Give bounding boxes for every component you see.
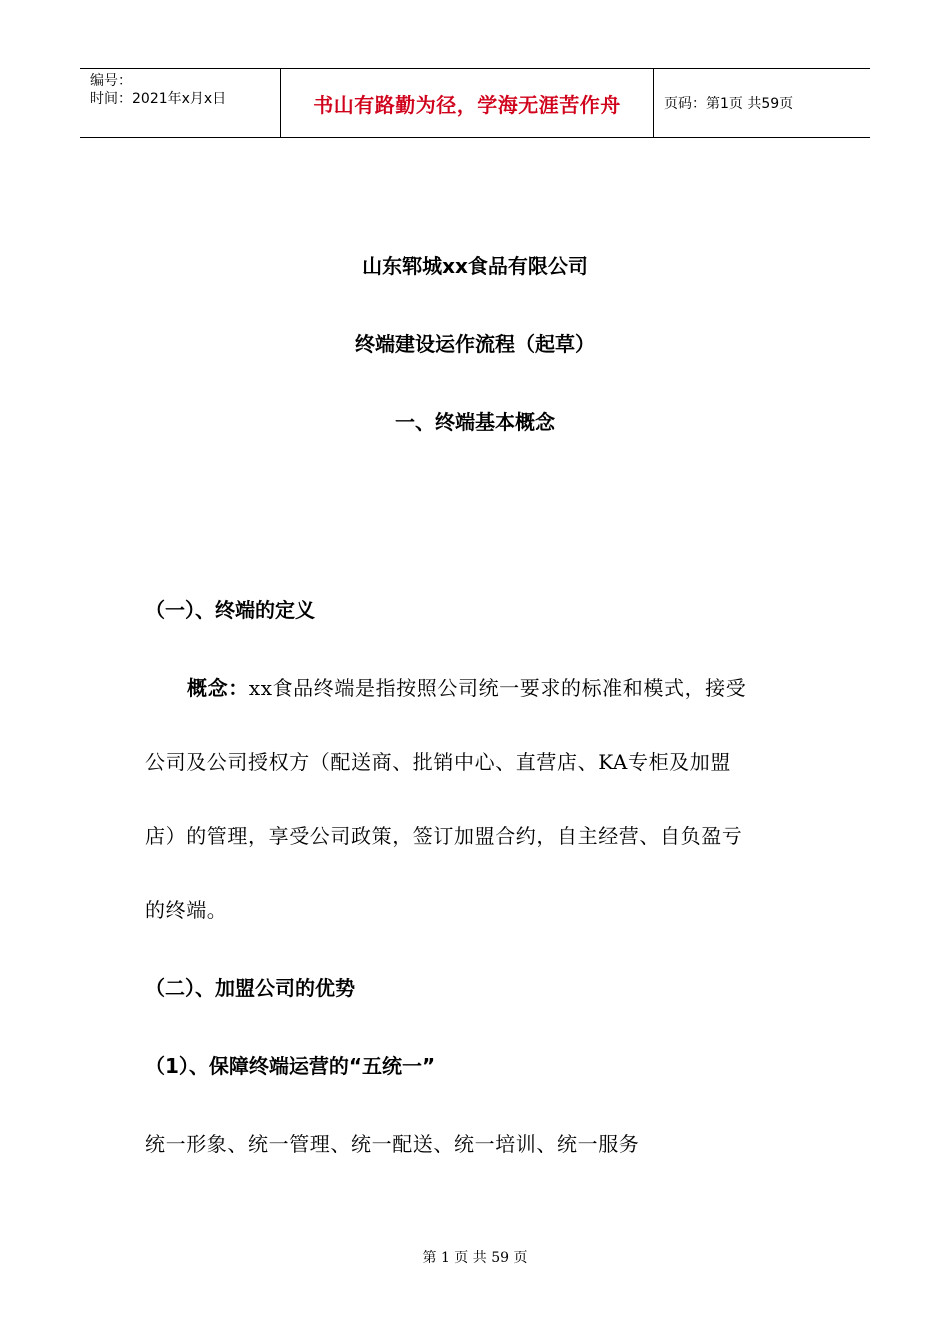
section-heading-advantages: （二）、加盟公司的优势 <box>145 976 355 1000</box>
concept-paragraph-line-3: 店）的管理，享受公司政策，签订加盟合约，自主经营、自负盈亏 <box>145 824 743 848</box>
five-unified-list: 统一形象、统一管理、统一配送、统一培训、统一服务 <box>145 1132 640 1156</box>
concept-lead: 概念： <box>187 676 249 700</box>
header-page-info: 页码：第1页 共59页 <box>664 96 794 112</box>
concept-paragraph-line-2: 公司及公司授权方（配送商、批销中心、直营店、KA专柜及加盟 <box>145 750 731 774</box>
document-title: 终端建设运作流程（起草） <box>355 332 595 356</box>
header-motto: 书山有路勤为径，学海无涯苦作舟 <box>281 69 654 137</box>
header-meta-cell <box>80 69 281 137</box>
page-footer: 第 1 页 共 59 页 <box>422 1250 528 1266</box>
section-heading-definition: （一）、终端的定义 <box>145 598 315 622</box>
chapter-heading: 一、终端基本概念 <box>395 410 555 434</box>
concept-paragraph-line-4: 的终端。 <box>145 898 228 922</box>
concept-paragraph-line-1 <box>187 672 746 701</box>
document-date: 时间：2021年x月x日 <box>90 91 227 107</box>
page-header <box>80 68 870 138</box>
company-title: 山东郓城xx食品有限公司 <box>362 254 588 278</box>
document-number-label: 编号： <box>90 73 132 89</box>
subsection-heading-five-unified: （1）、保障终端运营的“五统一” <box>145 1054 436 1078</box>
concept-text-1: xx食品终端是指按照公司统一要求的标准和模式，接受 <box>248 676 747 700</box>
